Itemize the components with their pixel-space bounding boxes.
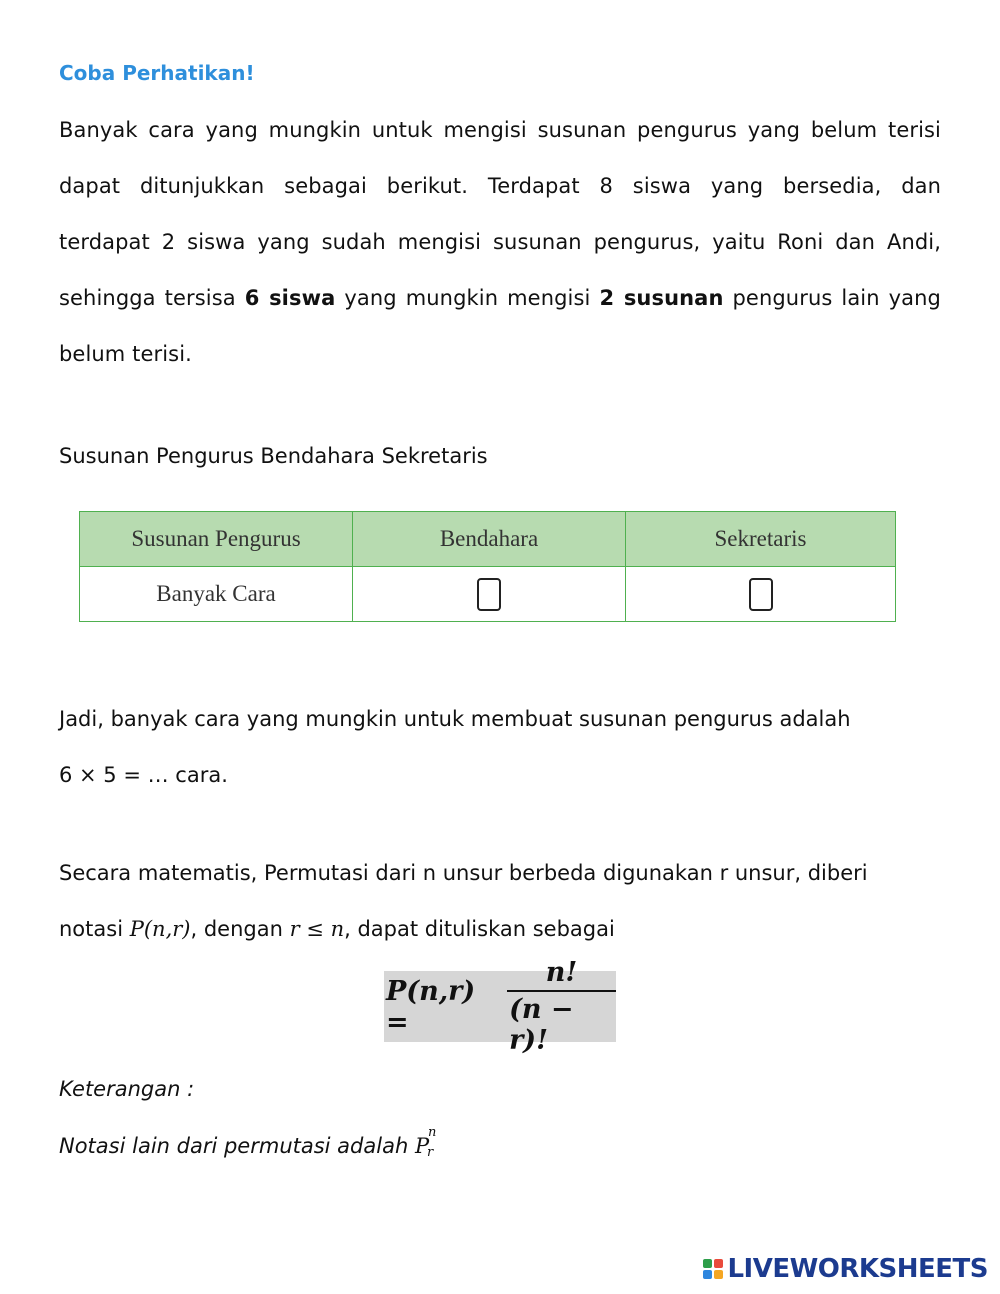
formula-numerator: n! bbox=[545, 957, 578, 988]
sekretaris-cell bbox=[626, 567, 896, 622]
intro-emphasis-susunan: 2 susunan bbox=[599, 286, 724, 310]
intro-emphasis-siswa: 6 siswa bbox=[244, 286, 336, 310]
intro-line-5: belum terisi. bbox=[59, 342, 192, 366]
formula-lhs: P(n,r) = bbox=[386, 975, 476, 1038]
conclusion-line-2: 6 × 5 = … cara. bbox=[59, 763, 228, 787]
keterangan-note bbox=[59, 1125, 437, 1160]
logo-square-icon bbox=[714, 1270, 723, 1279]
alt-notation-sup: n bbox=[427, 1125, 437, 1140]
sekretaris-answer-input[interactable] bbox=[749, 578, 773, 611]
conclusion-line-1: Jadi, banyak cara yang mungkin untuk membuat susunan pengurus adalah bbox=[59, 707, 851, 731]
header-sekretaris: Sekretaris bbox=[626, 512, 896, 567]
header-bendahara: Bendahara bbox=[353, 512, 626, 567]
intro-text: pengurus lain yang bbox=[723, 286, 941, 310]
formula-fraction bbox=[507, 957, 616, 1056]
keterangan-label: Keterangan : bbox=[59, 1077, 195, 1101]
intro-line-2: dapat ditunjukkan sebagai berikut. Terdapat 8 siswa yang bersedia, dan bbox=[59, 174, 941, 198]
keterangan-text: Notasi lain dari permutasi adalah bbox=[59, 1134, 415, 1158]
intro-line-4 bbox=[59, 270, 941, 326]
logo-grid-icon bbox=[703, 1259, 723, 1279]
brand-name: LIVEWORKSHEETS bbox=[727, 1254, 988, 1284]
definition-text: notasi bbox=[59, 917, 130, 941]
roles-table bbox=[79, 511, 896, 622]
row-label-banyak-cara: Banyak Cara bbox=[80, 567, 353, 622]
notation-pnr: P(n,r) bbox=[129, 917, 191, 941]
definition-line-1: Secara matematis, Permutasi dari n unsur berbeda digunakan r unsur, diberi bbox=[59, 861, 868, 885]
logo-square-icon bbox=[703, 1259, 712, 1268]
alt-notation-sub: r bbox=[426, 1145, 434, 1160]
logo-square-icon bbox=[714, 1259, 723, 1268]
permutation-formula bbox=[384, 957, 616, 1056]
definition-line-2 bbox=[59, 901, 615, 957]
table-row bbox=[80, 567, 896, 622]
alt-notation-symbol bbox=[414, 1125, 437, 1160]
intro-line-3: terdapat 2 siswa yang sudah mengisi susunan pengurus, yaitu Roni dan Andi, bbox=[59, 230, 941, 254]
table-caption: Susunan Pengurus Bendahara Sekretaris bbox=[59, 444, 488, 468]
section-heading: Coba Perhatikan! bbox=[59, 61, 255, 85]
liveworksheets-logo[interactable] bbox=[703, 1254, 988, 1284]
intro-text: yang mungkin mengisi bbox=[335, 286, 600, 310]
logo-square-icon bbox=[703, 1270, 712, 1279]
definition-text: , dengan bbox=[190, 917, 290, 941]
definition-text: , dapat dituliskan sebagai bbox=[344, 917, 615, 941]
header-susunan-pengurus: Susunan Pengurus bbox=[80, 512, 353, 567]
table-header-row bbox=[80, 512, 896, 567]
intro-text: sehingga tersisa bbox=[59, 286, 245, 310]
condition-r-le-n: r ≤ n bbox=[289, 917, 345, 941]
bendahara-cell bbox=[353, 567, 626, 622]
alt-notation-base: P bbox=[414, 1134, 430, 1158]
formula-denominator: (n − r)! bbox=[507, 990, 616, 1056]
intro-line-1: Banyak cara yang mungkin untuk mengisi susunan pengurus yang belum terisi bbox=[59, 118, 941, 142]
bendahara-answer-input[interactable] bbox=[477, 578, 501, 611]
